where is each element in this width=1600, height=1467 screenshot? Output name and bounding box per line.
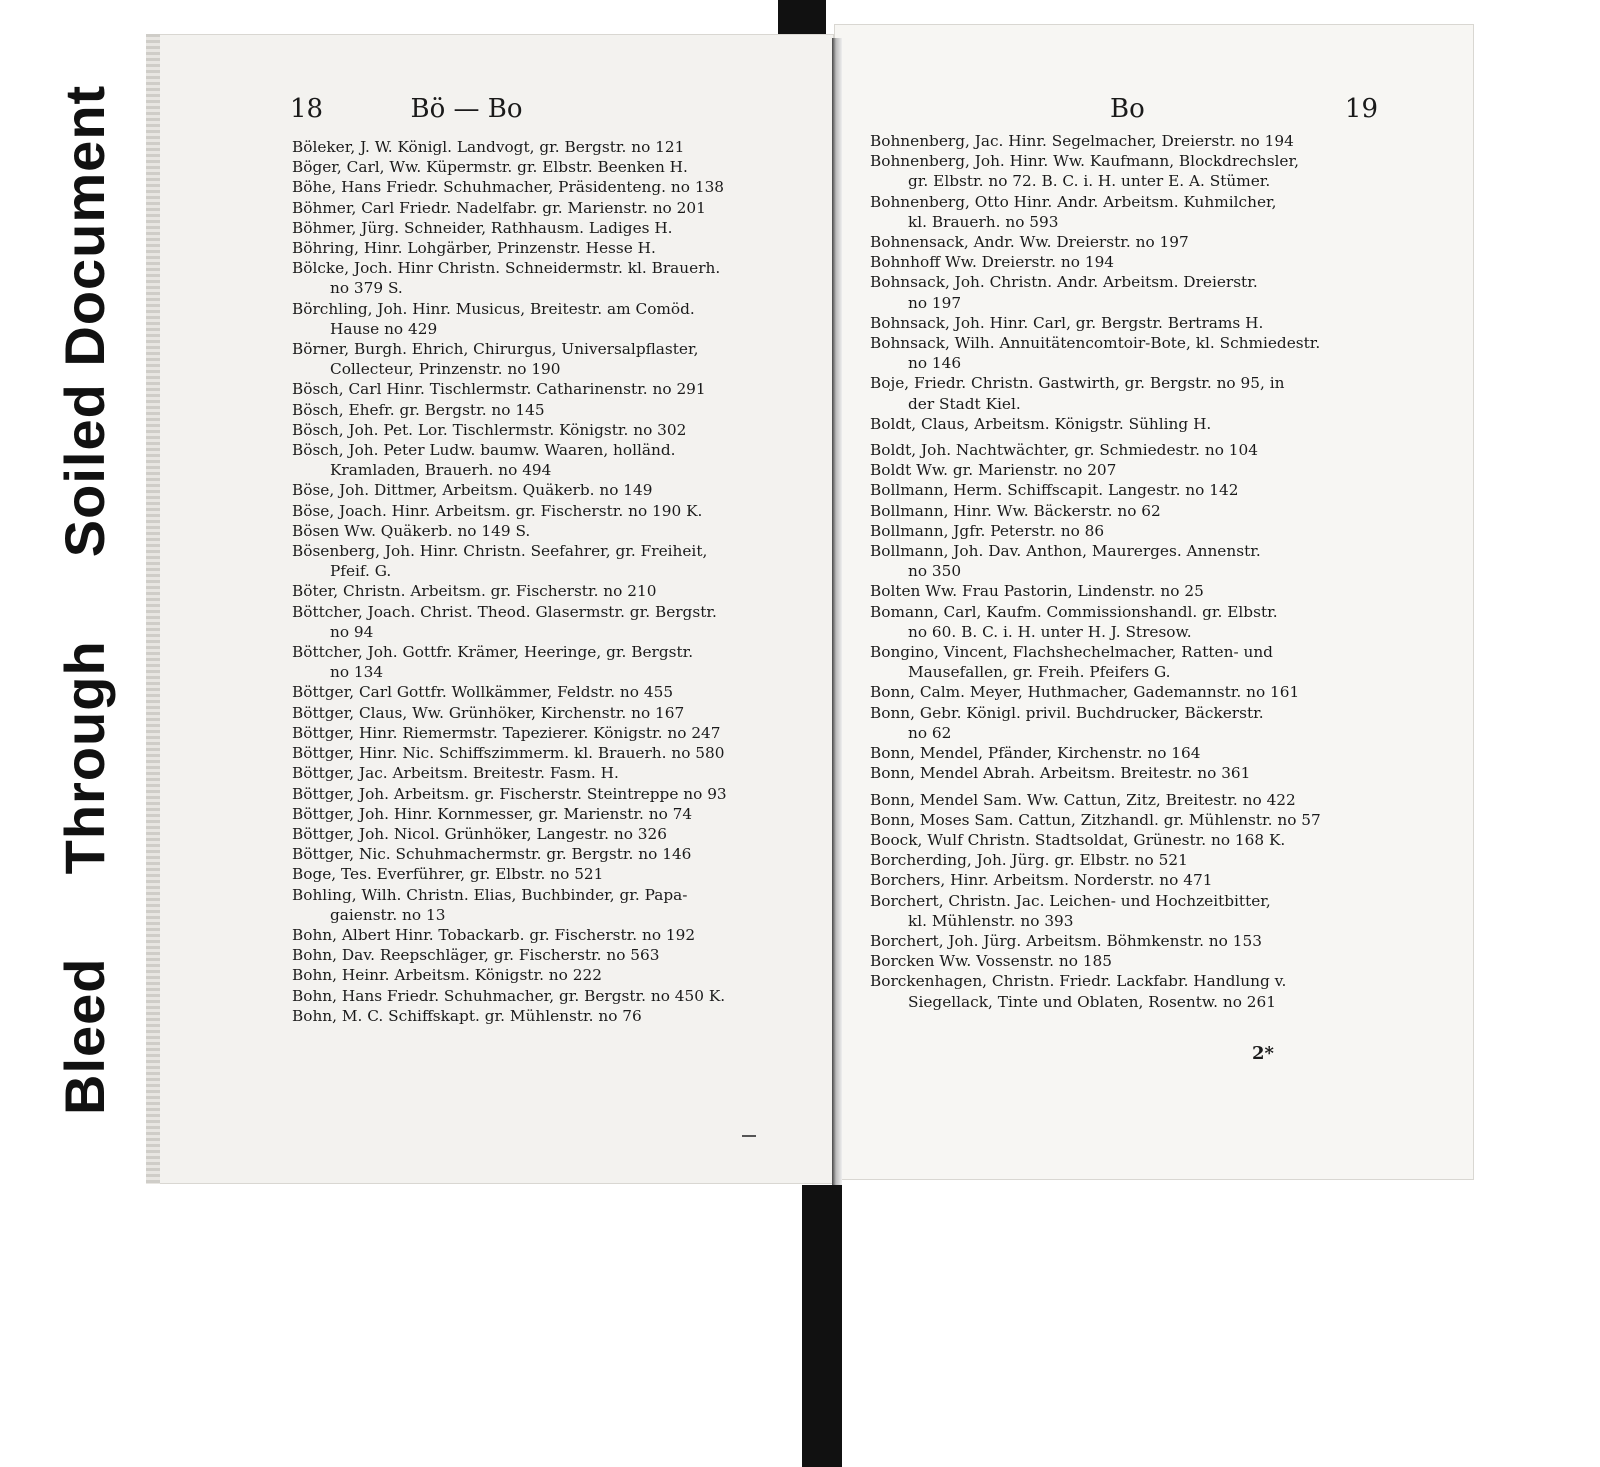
directory-entry xyxy=(870,460,1370,480)
directory-entry xyxy=(292,581,802,601)
entry-line: Boldt, Joh. Nachtwächter, gr. Schmiedestr. no 104 xyxy=(870,441,1259,460)
entry-continuation: no 197 xyxy=(908,293,962,312)
directory-entry xyxy=(870,931,1370,951)
directory-entry xyxy=(292,501,802,521)
entry-line: Bohnenberg, Otto Hinr. Andr. Arbeitsm. Kuhmilcher, xyxy=(870,192,1277,211)
entry-line: Bohling, Wilh. Christn. Elias, Buchbinder, gr. Papa- xyxy=(292,885,688,904)
entry-line: Borcken Ww. Vossenstr. no 185 xyxy=(870,952,1113,971)
directory-entry xyxy=(292,198,802,218)
directory-entry xyxy=(292,784,802,804)
entry-line: Bongino, Vincent, Flachshechelmacher, Ratten- und xyxy=(870,643,1273,662)
entry-line: Bösch, Ehefr. gr. Bergstr. no 145 xyxy=(292,400,545,419)
directory-entry xyxy=(292,804,802,824)
side-label-word-1: Bleed xyxy=(53,957,116,1115)
right-page-header xyxy=(1110,94,1378,124)
entry-continuation: Collecteur, Prinzenstr. no 190 xyxy=(330,360,561,379)
directory-entry xyxy=(870,891,1370,931)
directory-entry xyxy=(292,258,802,298)
signature-mark: 2* xyxy=(1252,1043,1274,1064)
directory-entry xyxy=(870,830,1370,850)
entry-line: Boldt, Claus, Arbeitsm. Königstr. Sühling H. xyxy=(870,414,1212,433)
directory-entry xyxy=(870,682,1370,702)
entry-line: Bohn, Hans Friedr. Schuhmacher, gr. Bergstr. no 450 K. xyxy=(292,986,726,1005)
entry-line: Böttcher, Joh. Gottfr. Krämer, Heeringe, gr. Bergstr. xyxy=(292,643,694,662)
entry-line: Böttger, Jac. Arbeitsm. Breitestr. Fasm. H. xyxy=(292,764,619,783)
entry-line: Bohnsack, Joh. Christn. Andr. Arbeitsm. Dreierstr. xyxy=(870,273,1258,292)
directory-entry xyxy=(292,885,802,925)
entry-line: Bohnsack, Joh. Hinr. Carl, gr. Bergstr. Bertrams H. xyxy=(870,313,1264,332)
entry-continuation: der Stadt Kiel. xyxy=(908,394,1021,413)
entry-line: Boje, Friedr. Christn. Gastwirth, gr. Bergstr. no 95, in xyxy=(870,374,1285,393)
directory-entry xyxy=(870,763,1370,783)
entry-continuation: no 60. B. C. i. H. unter H. J. Stresow. xyxy=(908,622,1192,641)
entry-line: Böhmer, Carl Friedr. Nadelfabr. gr. Marienstr. no 201 xyxy=(292,198,706,217)
directory-entry xyxy=(870,521,1370,541)
directory-entry xyxy=(870,870,1370,890)
directory-entry xyxy=(870,151,1370,191)
directory-entry xyxy=(870,790,1370,810)
directory-entry xyxy=(292,420,802,440)
directory-entry xyxy=(870,192,1370,232)
directory-entry xyxy=(292,218,802,238)
directory-entry xyxy=(292,480,802,500)
entry-line: Bohnhoff Ww. Dreierstr. no 194 xyxy=(870,253,1115,272)
right-running-head: Bo xyxy=(1110,94,1145,124)
directory-entry xyxy=(870,971,1370,1011)
directory-entry xyxy=(870,642,1370,682)
entry-line: Bösch, Carl Hinr. Tischlermstr. Catharinenstr. no 291 xyxy=(292,380,706,399)
directory-entry xyxy=(870,131,1370,151)
entry-line: Böttcher, Joach. Christ. Theod. Glasermstr. gr. Bergstr. xyxy=(292,602,717,621)
entry-line: Böhring, Hinr. Lohgärber, Prinzenstr. Hesse H. xyxy=(292,239,656,258)
directory-entry xyxy=(292,339,802,379)
entry-line: Bölcke, Joch. Hinr Christn. Schneidermstr. kl. Brauerh. xyxy=(292,259,721,278)
directory-entry xyxy=(870,373,1370,413)
entry-line: Bohnenberg, Joh. Hinr. Ww. Kaufmann, Blockdrechsler, xyxy=(870,152,1299,171)
directory-entry xyxy=(292,743,802,763)
entry-line: Bohnenberg, Jac. Hinr. Segelmacher, Dreierstr. no 194 xyxy=(870,132,1294,150)
left-directory-entries xyxy=(292,137,802,1026)
entry-line: Böger, Carl, Ww. Küpermstr. gr. Elbstr. Beenken H. xyxy=(292,158,688,177)
directory-entry xyxy=(292,238,802,258)
directory-entry xyxy=(292,177,802,197)
directory-entry xyxy=(870,440,1370,460)
directory-entry xyxy=(870,414,1370,434)
entry-line: Borckenhagen, Christn. Friedr. Lackfabr. Handlung v. xyxy=(870,972,1287,991)
entry-line: Bonn, Moses Sam. Cattun, Zitzhandl. gr. Mühlenstr. no 57 xyxy=(870,810,1321,829)
entry-line: Bollmann, Jgfr. Peterstr. no 86 xyxy=(870,521,1105,540)
directory-entry xyxy=(292,379,802,399)
entry-line: Böleker, J. W. Königl. Landvogt, gr. Bergstr. no 121 xyxy=(292,138,685,156)
entry-line: Böttger, Joh. Hinr. Kornmesser, gr. Marienstr. no 74 xyxy=(292,804,693,823)
entry-line: Boock, Wulf Christn. Stadtsoldat, Grünestr. no 168 K. xyxy=(870,830,1286,849)
directory-entry xyxy=(870,850,1370,870)
entry-line: Bonn, Gebr. Königl. privil. Buchdrucker, Bäckerstr. xyxy=(870,703,1264,722)
directory-entry xyxy=(292,1006,802,1026)
entry-line: Böttger, Joh. Arbeitsm. gr. Fischerstr. Steintreppe no 93 xyxy=(292,784,727,803)
directory-entry xyxy=(292,925,802,945)
entry-continuation: Hause no 429 xyxy=(330,319,438,338)
entry-line: Börner, Burgh. Ehrich, Chirurgus, Universalpflaster, xyxy=(292,340,699,359)
directory-entry xyxy=(292,824,802,844)
entry-line: Bohn, M. C. Schiffskapt. gr. Mühlenstr. no 76 xyxy=(292,1006,642,1025)
page-mark xyxy=(742,1135,756,1137)
entry-continuation: no 379 S. xyxy=(330,279,403,298)
directory-entry xyxy=(870,501,1370,521)
directory-entry xyxy=(292,157,802,177)
entry-line: Bonn, Mendel Abrah. Arbeitsm. Breitestr. no 361 xyxy=(870,764,1251,783)
entry-line: Bohnsack, Wilh. Annuitätencomtoir-Bote, kl. Schmiedestr. xyxy=(870,334,1321,353)
entry-line: Boge, Tes. Everführer, gr. Elbstr. no 521 xyxy=(292,865,604,884)
directory-entry xyxy=(870,252,1370,272)
directory-entry xyxy=(292,521,802,541)
directory-entry xyxy=(870,313,1370,333)
entry-line: Bonn, Mendel Sam. Ww. Cattun, Zitz, Breitestr. no 422 xyxy=(870,790,1296,809)
directory-entry xyxy=(292,703,802,723)
directory-entry xyxy=(292,763,802,783)
entry-line: Böse, Joh. Dittmer, Arbeitsm. Quäkerb. no 149 xyxy=(292,481,653,500)
left-page-edge xyxy=(146,34,160,1184)
entry-line: Borcherding, Joh. Jürg. gr. Elbstr. no 521 xyxy=(870,851,1188,870)
left-page-header xyxy=(290,94,610,124)
entry-line: Bonn, Calm. Meyer, Huthmacher, Gademannstr. no 161 xyxy=(870,683,1300,702)
entry-line: Boldt Ww. gr. Marienstr. no 207 xyxy=(870,461,1117,480)
entry-line: Bohn, Heinr. Arbeitsm. Königstr. no 222 xyxy=(292,966,602,985)
entry-line: Bösch, Joh. Pet. Lor. Tischlermstr. Königstr. no 302 xyxy=(292,420,687,439)
directory-entry xyxy=(870,480,1370,500)
directory-entry xyxy=(292,137,802,157)
entry-line: Bösen Ww. Quäkerb. no 149 S. xyxy=(292,521,531,540)
left-page-number: 18 xyxy=(290,94,324,124)
entry-line: Bolten Ww. Frau Pastorin, Lindenstr. no 25 xyxy=(870,582,1204,601)
entry-line: Bomann, Carl, Kaufm. Commissionshandl. gr. Elbstr. xyxy=(870,602,1278,621)
entry-line: Bösch, Joh. Peter Ludw. baumw. Waaren, holländ. xyxy=(292,441,676,460)
entry-continuation: gaienstr. no 13 xyxy=(330,905,446,924)
directory-entry xyxy=(292,945,802,965)
entry-line: Böttger, Hinr. Nic. Schiffszimmerm. kl. Brauerh. no 580 xyxy=(292,744,725,763)
directory-entry xyxy=(870,703,1370,743)
directory-entry xyxy=(292,682,802,702)
directory-entry xyxy=(870,602,1370,642)
entry-continuation: no 146 xyxy=(908,354,962,373)
entry-continuation: gr. Elbstr. no 72. B. C. i. H. unter E. A. Stümer. xyxy=(908,172,1271,191)
directory-entry xyxy=(870,333,1370,373)
entry-line: Böttger, Hinr. Riemermstr. Tapezierer. Königstr. no 247 xyxy=(292,723,721,742)
left-running-head: Bö — Bo xyxy=(410,94,523,124)
entry-line: Bohn, Dav. Reepschläger, gr. Fischerstr. no 563 xyxy=(292,946,660,965)
directory-entry xyxy=(292,986,802,1006)
entry-line: Bohnensack, Andr. Ww. Dreierstr. no 197 xyxy=(870,233,1189,252)
entry-line: Bollmann, Hinr. Ww. Bäckerstr. no 62 xyxy=(870,501,1161,520)
directory-entry xyxy=(292,541,802,581)
entry-line: Bohn, Albert Hinr. Tobackarb. gr. Fischerstr. no 192 xyxy=(292,925,696,944)
entry-continuation: kl. Brauerh. no 593 xyxy=(908,212,1059,231)
directory-entry xyxy=(870,951,1370,971)
directory-entry xyxy=(292,965,802,985)
directory-entry xyxy=(870,743,1370,763)
entry-line: Böter, Christn. Arbeitsm. gr. Fischerstr. no 210 xyxy=(292,582,657,601)
entry-continuation: no 94 xyxy=(330,622,374,641)
directory-entry xyxy=(870,232,1370,252)
directory-entry xyxy=(870,810,1370,830)
entry-continuation: Siegellack, Tinte und Oblaten, Rosentw. no 261 xyxy=(908,992,1276,1011)
right-page-number: 19 xyxy=(1344,94,1378,124)
book-gutter xyxy=(832,38,842,1186)
right-directory-entries xyxy=(870,131,1370,1012)
entry-line: Borchert, Christn. Jac. Leichen- und Hochzeitbitter, xyxy=(870,891,1271,910)
entry-line: Borchers, Hinr. Arbeitsm. Norderstr. no 471 xyxy=(870,871,1213,890)
binding-strip-bottom xyxy=(802,1185,842,1467)
entry-line: Bollmann, Joh. Dav. Anthon, Maurerges. Annenstr. xyxy=(870,542,1261,561)
entry-line: Böhe, Hans Friedr. Schuhmacher, Präsidenteng. no 138 xyxy=(292,178,725,197)
entry-continuation: Mausefallen, gr. Freih. Pfeifers G. xyxy=(908,663,1171,682)
entry-line: Böse, Joach. Hinr. Arbeitsm. gr. Fischerstr. no 190 K. xyxy=(292,501,703,520)
directory-entry xyxy=(870,581,1370,601)
entry-continuation: no 350 xyxy=(908,562,962,581)
side-label-word-3: Soiled xyxy=(53,383,116,558)
entry-continuation: Kramladen, Brauerh. no 494 xyxy=(330,461,552,480)
side-label-word-2: Through xyxy=(53,640,116,875)
directory-entry xyxy=(292,642,802,682)
side-label xyxy=(50,84,120,1115)
entry-line: Böhmer, Jürg. Schneider, Rathhausm. Ladiges H. xyxy=(292,218,673,237)
entry-continuation: no 134 xyxy=(330,663,384,682)
entry-line: Böttger, Nic. Schuhmachermstr. gr. Bergstr. no 146 xyxy=(292,845,692,864)
entry-line: Bösenberg, Joh. Hinr. Christn. Seefahrer, gr. Freiheit, xyxy=(292,542,708,561)
directory-entry xyxy=(292,602,802,642)
entry-continuation: no 62 xyxy=(908,723,952,742)
directory-entry xyxy=(292,400,802,420)
entry-continuation: Pfeif. G. xyxy=(330,562,392,581)
entry-line: Böttger, Claus, Ww. Grünhöker, Kirchenstr. no 167 xyxy=(292,703,685,722)
side-label-word-4: Document xyxy=(53,84,116,367)
directory-entry xyxy=(292,844,802,864)
directory-entry xyxy=(292,440,802,480)
entry-line: Böttger, Joh. Nicol. Grünhöker, Langestr. no 326 xyxy=(292,824,667,843)
directory-entry xyxy=(292,299,802,339)
entry-line: Börchling, Joh. Hinr. Musicus, Breitestr. am Comöd. xyxy=(292,299,695,318)
entry-line: Bonn, Mendel, Pfänder, Kirchenstr. no 164 xyxy=(870,744,1201,763)
directory-entry xyxy=(292,723,802,743)
directory-entry xyxy=(870,272,1370,312)
entry-line: Borchert, Joh. Jürg. Arbeitsm. Böhmkenstr. no 153 xyxy=(870,931,1262,950)
entry-continuation: kl. Mühlenstr. no 393 xyxy=(908,911,1074,930)
directory-entry xyxy=(292,864,802,884)
entry-line: Böttger, Carl Gottfr. Wollkämmer, Feldstr. no 455 xyxy=(292,683,674,702)
directory-entry xyxy=(870,541,1370,581)
entry-line: Bollmann, Herm. Schiffscapit. Langestr. no 142 xyxy=(870,481,1239,500)
